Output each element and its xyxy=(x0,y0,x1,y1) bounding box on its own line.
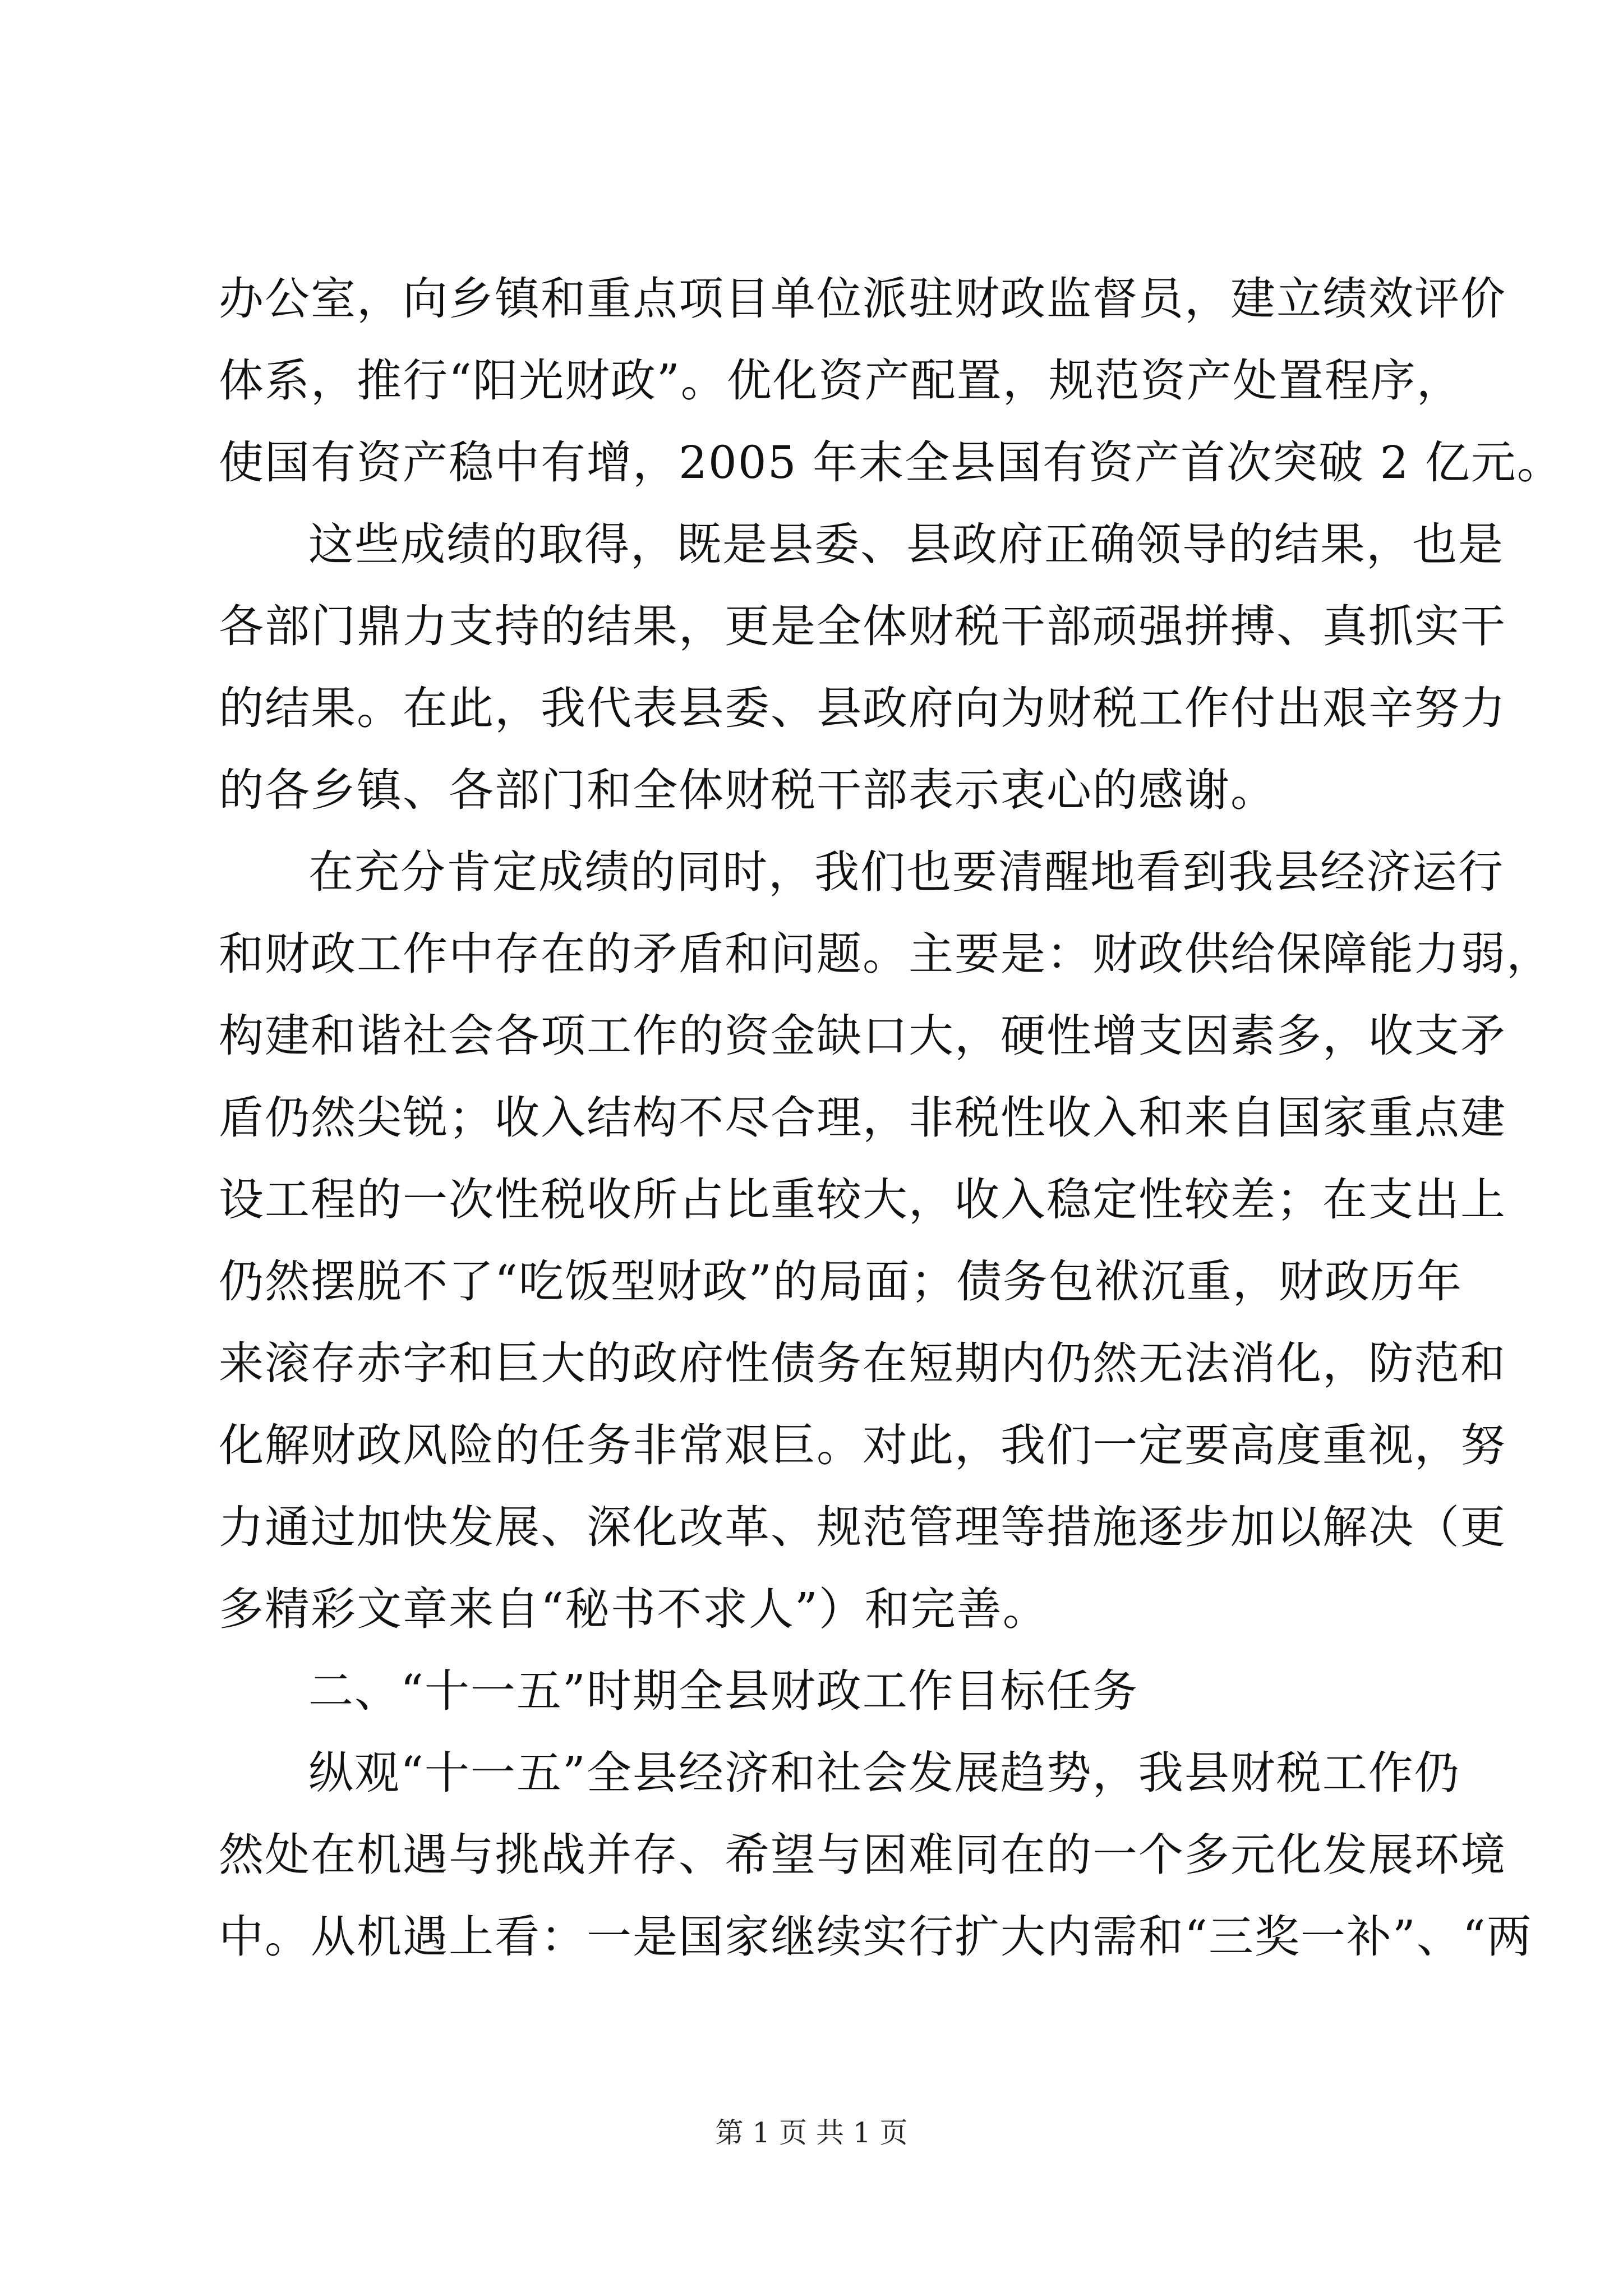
text-line: 使国有资产稳中有增，2005 年末全县国有资产首次突破 2 亿元。 xyxy=(219,436,1563,489)
text-line: 和财政工作中存在的矛盾和问题。主要是：财政供给保障能力弱， xyxy=(219,928,1552,980)
text-line: 力通过加快发展、深化改革、规范管理等措施逐步加以解决（更 xyxy=(219,1501,1506,1553)
text-line: 构建和谐社会各项工作的资金缺口大，硬性增支因素多，收支矛 xyxy=(219,1010,1506,1062)
paragraph-start-line: 这些成绩的取得，既是县委、县政府正确领导的结果，也是 xyxy=(308,518,1504,570)
document-body xyxy=(219,258,1563,1978)
paragraph-start-line: 纵观“十一五”全县经济和社会发展趋势，我县财税工作仍 xyxy=(308,1747,1460,1799)
text-line: 盾仍然尖锐；收入结构不尽合理，非税性收入和来自国家重点建 xyxy=(219,1092,1506,1144)
text-line: 体系，推行“阳光财政”。优化资产配置，规范资产处置程序， xyxy=(219,355,1463,407)
text-line: 来滚存赤字和巨大的政府性债务在短期内仍然无法消化，防范和 xyxy=(219,1337,1506,1389)
text-line: 化解财政风险的任务非常艰巨。对此，我们一定要高度重视，努 xyxy=(219,1419,1506,1471)
text-line: 各部门鼎力支持的结果，更是全体财税干部顽强拼搏、真抓实干 xyxy=(219,600,1506,652)
text-line: 中。从机遇上看：一是国家继续实行扩大内需和“三奖一补”、“两 xyxy=(219,1911,1533,1963)
text-line: 然处在机遇与挑战并存、希望与困难同在的一个多元化发展环境 xyxy=(219,1829,1506,1881)
section-heading: 二、“十一五”时期全县财政工作目标任务 xyxy=(308,1665,1138,1717)
text-line: 设工程的一次性税收所占比重较大，收入稳定性较差；在支出上 xyxy=(219,1174,1506,1226)
text-line: 的各乡镇、各部门和全体财税干部表示衷心的感谢。 xyxy=(219,764,1276,816)
text-line: 的结果。在此，我代表县委、县政府向为财税工作付出艰辛努力 xyxy=(219,682,1506,734)
text-line: 多精彩文章来自“秘书不求人”）和完善。 xyxy=(219,1583,1049,1635)
text-line: 仍然摆脱不了“吃饭型财政”的局面；债务包袱沉重，财政历年 xyxy=(219,1255,1463,1308)
page-number-footer: 第 1 页 共 1 页 xyxy=(715,2116,908,2149)
paragraph-start-line: 在充分肯定成绩的同时，我们也要清醒地看到我县经济运行 xyxy=(308,846,1504,898)
text-line: 办公室，向乡镇和重点项目单位派驻财政监督员，建立绩效评价 xyxy=(219,273,1506,325)
